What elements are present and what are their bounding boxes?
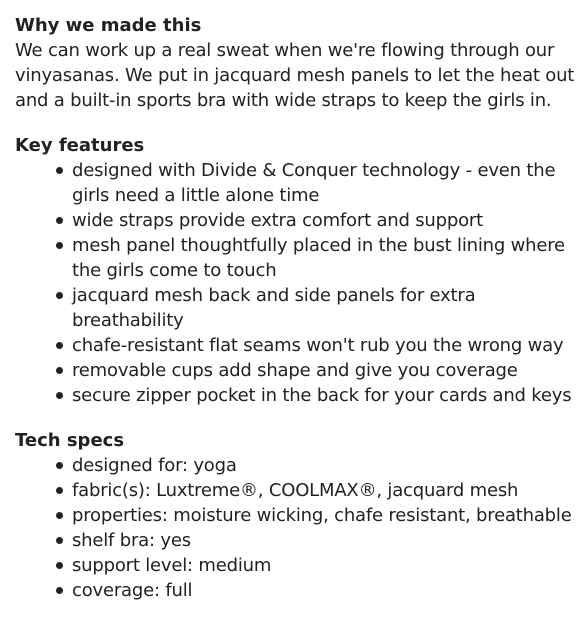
list-item [15,158,575,208]
spec-text: shelf bra: yes [72,530,191,551]
list-item [15,233,575,283]
spec-text: designed for: yoga [72,455,237,476]
list-item [15,283,575,333]
list-item [15,578,575,603]
features-heading: Key features [15,135,145,156]
bullet-icon [56,512,63,519]
list-item [15,553,575,578]
specs-heading: Tech specs [15,430,125,451]
feature-text: jacquard mesh back and side panels for extra breathability [72,285,476,331]
bullet-icon [56,367,63,374]
feature-text: designed with Divide & Conquer technology - even the girls need a little alone time [72,160,556,206]
bullet-icon [56,292,63,299]
bullet-icon [56,217,63,224]
specs-list [15,453,575,603]
features-list [15,158,575,408]
spec-text: fabric(s): Luxtreme®, COOLMAX®, jacquard mesh [72,480,519,501]
why-we-made-this-section [15,13,575,113]
bullet-icon [56,242,63,249]
list-item [15,503,575,528]
spec-text: support level: medium [72,555,272,576]
bullet-icon [56,562,63,569]
key-features-section [15,133,575,408]
bullet-icon [56,487,63,494]
list-item [15,478,575,503]
feature-text: wide straps provide extra comfort and support [72,210,483,231]
list-item [15,333,575,358]
bullet-icon [56,537,63,544]
list-item [15,208,575,233]
feature-text: chafe-resistant flat seams won't rub you the wrong way [72,335,564,356]
feature-text: secure zipper pocket in the back for your cards and keys [72,385,572,406]
list-item [15,358,575,383]
bullet-icon [56,342,63,349]
tech-specs-section [15,428,575,603]
list-item [15,453,575,478]
spec-text: coverage: full [72,580,193,601]
why-paragraph: We can work up a real sweat when we're flowing through our vinyasanas. We put in jacquard mesh panels to let the heat out and a built-in sports bra with wide straps to keep the girls in. [15,40,575,111]
bullet-icon [56,462,63,469]
feature-text: mesh panel thoughtfully placed in the bust lining where the girls come to touch [72,235,565,281]
list-item [15,528,575,553]
bullet-icon [56,587,63,594]
why-heading: Why we made this [15,15,202,36]
feature-text: removable cups add shape and give you coverage [72,360,518,381]
bullet-icon [56,167,63,174]
spec-text: properties: moisture wicking, chafe resistant, breathable [72,505,572,526]
list-item [15,383,575,408]
product-description [15,13,575,623]
bullet-icon [56,392,63,399]
